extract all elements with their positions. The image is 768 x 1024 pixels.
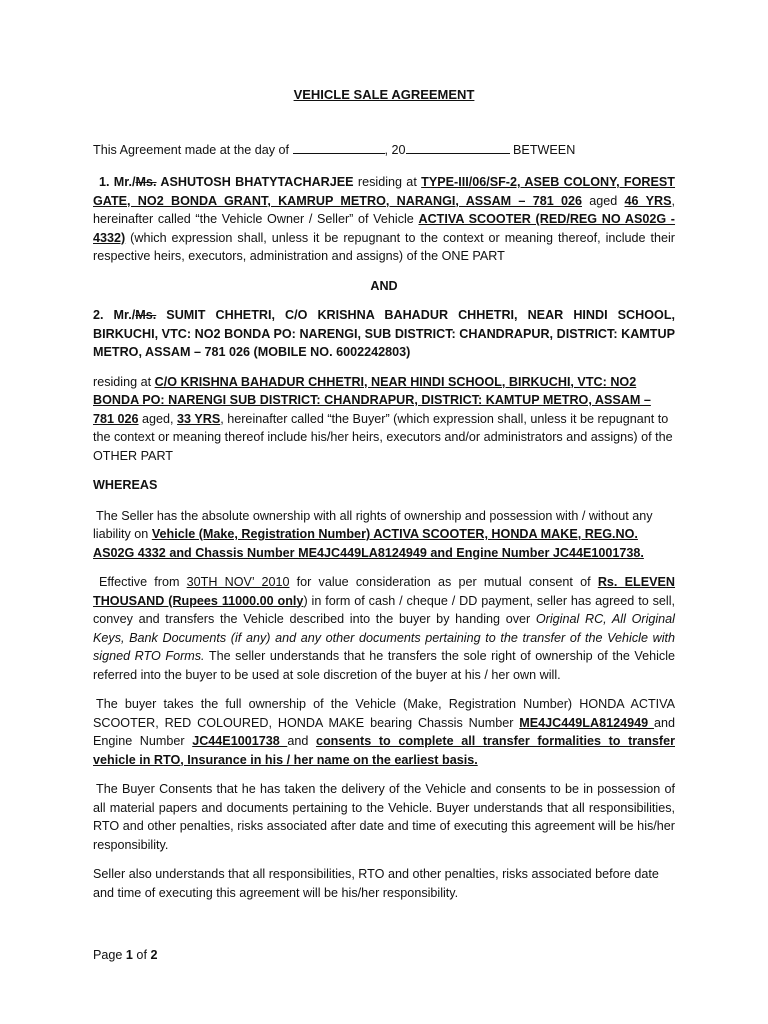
vehicle-details: Vehicle (Make, Registration Number) ACTIVA SCOOTER, HONDA MAKE, REG.NO. AS02G 4332 and Chassis Number ME4JC449LA8124949 and Engine Number JC44E1001738. [93,527,644,560]
whereas-heading: WHEREAS [93,478,158,492]
party2-ms-struck: Ms. [135,308,157,322]
buyer-address: C/O KRISHNA BAHADUR CHHETRI, NEAR HINDI SCHOOL, BIRKUCHI, VTC: NO2 BONDA PO: NARENGI SUB DISTRICT: CHANDRAPUR, DISTRICT: KAMTUP METRO, ASSAM – 781 026 [93,374,651,426]
chassis-number: ME4JC449LA8124949 [519,715,654,730]
seller-responsibility-paragraph: Seller also understands that all responsibilities, RTO and other penalties, risks associated before date and time of executing this agreement will be his/her responsibility. [93,867,659,900]
party1-text-1: residing at [353,175,422,189]
buyer-ownership-text-2: and Engine Number [93,715,675,748]
seller-address: TYPE-III/06/SF-2, ASEB COLONY, FOREST GATE, NO2 BONDA GRANT, KAMRUP METRO, NARANGI, ASSAM – 781 026 [93,175,676,208]
buyer-ownership-paragraph [93,695,675,769]
ownership-paragraph [93,507,675,563]
residing-text-2: aged, [138,411,178,426]
document-title: VEHICLE SALE AGREEMENT [293,87,475,102]
consideration-text-1: Effective from [99,575,187,589]
intro-paragraph [93,141,675,160]
and-label: AND [370,278,398,293]
party1-number: 1. Mr./ [99,175,136,189]
seller-age: 46 YRS [624,193,672,208]
page-of: of [132,948,151,962]
buyer-age: 33 YRS [177,411,221,426]
intro-text: This Agreement made at the day of [93,142,290,157]
effective-date: 30TH NOV’ 2010 [186,575,290,589]
consideration-text-2: for value consideration as per mutual consent of [289,575,598,589]
residing-paragraph [93,373,675,466]
party2-paragraph [93,306,675,362]
document-page [93,86,675,913]
party1-paragraph [93,173,675,266]
sale-amount: Rs. ELEVEN THOUSAND (Rupees 11000.00 only [93,575,676,608]
residing-text-3: , hereinafter called “the Buyer” (which expression shall, unless it be repugnant to the context or meaning thereof include his/her heirs, executors and/or administrators and assigns) of the OTHER PART [93,411,673,463]
party1-ms-struck: Ms. [135,175,157,189]
consideration-text-4: The seller understands that he transfers the sole right of ownership of the Vehicle referred into the buyer to be used at sole discretion of the buyer at his / her own will. [93,649,676,682]
year-blank [406,141,510,154]
delivery-paragraph: The Buyer Consents that he has taken the delivery of the Vehicle and consents to be in possession of all material papers and documents pertaining to the Vehicle. Buyer understands that all responsibilities, RTO and other penalties, risks associated after date and time of executing this agreement will be his/her responsibility. [93,782,675,852]
handover-documents: Original RC, All Original Keys, Bank Documents (if any) and any other documents pertaining to the transfer of the Vehicle with signed RTO Forms. [93,612,675,663]
current-page: 1 [125,948,133,962]
page-label: Page [93,948,126,962]
party1-text-4: (which expression shall, unless it be repugnant to the context or meaning thereof, include their respective heirs, executors, administration and assigns) of the ONE PART [93,230,675,263]
intro-year-text: , 20 [384,142,406,157]
consideration-paragraph [93,573,675,684]
party1-text-3: , hereinafter called “the Vehicle Owner / Seller” of Vehicle [93,193,675,226]
buyer-details: SUMIT CHHETRI, C/O KRISHNA BAHADUR CHHETRI, NEAR HINDI SCHOOL, BIRKUCHI, VTC: NO2 BONDA PO: NARENGI, SUB DISTRICT: CHANDRAPUR, DISTRICT: KAMTUP METRO, ASSAM – 781 026 (MOBILE NO. 6002242803) [93,308,676,359]
transfer-consent: consents to complete all transfer formalities to transfer vehicle in RTO, Insurance in his / her name on the earliest basis. [93,734,675,767]
ownership-text: The Seller has the absolute ownership with all rights of ownership and possession with / without any liability on [93,508,653,541]
buyer-ownership-text-1: The buyer takes the full ownership of the Vehicle (Make, Registration Number) HONDA ACTIVA SCOOTER, RED COLOURED, HONDA MAKE bearing Chassis Number [93,697,675,730]
day-blank [293,141,385,154]
party1-text-2: aged [582,193,625,208]
intro-between-text: BETWEEN [509,142,576,157]
seller-vehicle: ACTIVA SCOOTER (RED/REG NO AS02G - 4332) [93,212,676,245]
seller-name: ASHUTOSH BHATYTACHARJEE [156,175,354,189]
residing-text-1: residing at [93,374,155,389]
engine-number: JC44E1001738 [192,734,288,748]
page-footer [93,948,157,962]
buyer-ownership-text-3: and [287,734,316,748]
total-pages: 2 [150,948,158,962]
party2-number: 2. Mr./ [93,308,136,322]
consideration-text-3: ) in form of cash / cheque / DD payment, seller has agreed to sell, convey and transfers the Vehicle described into the buyer by handing over [93,593,675,626]
